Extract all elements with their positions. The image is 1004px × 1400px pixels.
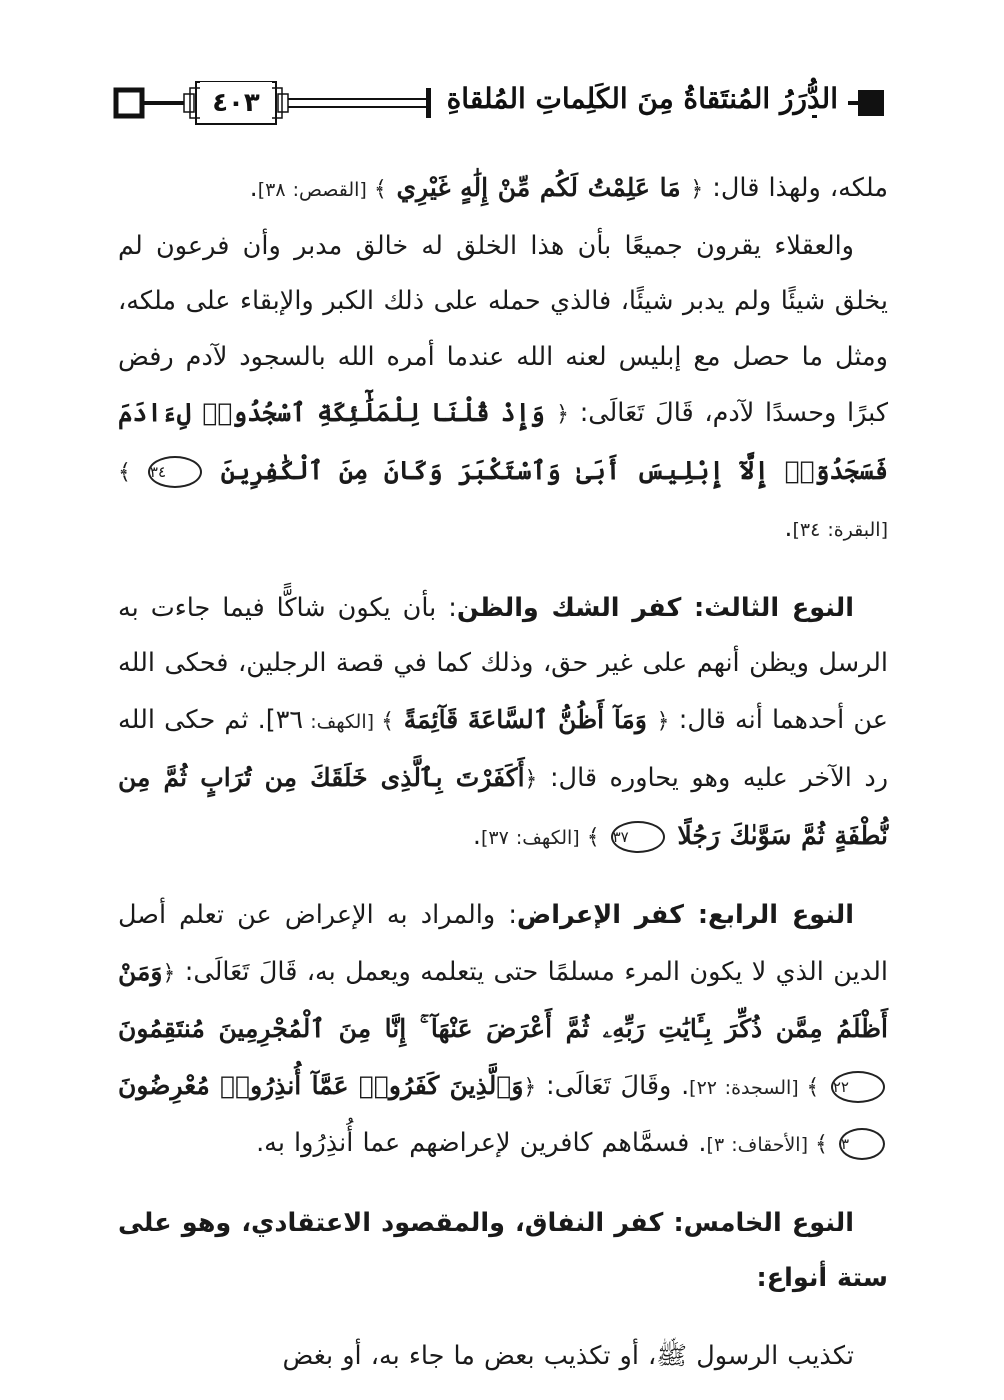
body-text: . وقَالَ تَعَالَى: [536,1070,690,1101]
verse-reference: [الأحقاف: ٣] [706,1134,816,1156]
ornate-bracket-icon: ﴿ [162,960,176,986]
ornate-bracket-icon: ﴿ [524,767,538,792]
paragraph-p6 [118,1329,888,1385]
ornate-bracket-icon: ﴾ [373,177,387,202]
running-title: الدُّرَرُ المُنتَقاةُ مِنَ الكَلِماتِ المُلقاةِ [437,82,848,115]
quran-verse: أَكَفَرْتَ بِٱلَّذِى خَلَقَكَ مِن تُرَابٍ ثُمَّ مِن نُّطْفَةٍ ثُمَّ سَوَّىٰكَ رَجُلًا [118,763,888,850]
quran-verse: وَإِذْ قُلْنَا لِلْمَلَٰٓئِكَةِ ٱسْجُدُوا۟ لِءَادَمَ فَسَجَدُوٓا۟ إِلَّآ إِبْلِيسَ أَبَىٰ وَٱسْتَكْبَرَ وَكَانَ مِنَ ٱلْكَٰفِرِينَ [118,398,888,485]
body-text: ملكه، ولهذا قال: [703,173,888,203]
ornate-bracket-icon: ﴿ [656,708,670,734]
ayah-number-marker: ٢٢ [831,1071,885,1103]
ayah-number-marker: ٣ [839,1128,885,1160]
ornate-bracket-icon: ﴿ [523,1074,537,1100]
ornate-bracket-icon: ﴾ [806,1074,828,1100]
verse-reference: [البقرة: ٣٤] [792,519,888,541]
body-text: والعقلاء يقرون جميعًا بأن هذا الخلق له خالق مدبر وأن فرعون لم يخلق شيئًا ولم يدبر شيئًا، فالذي حمله على ذلك الكبر والإبقاء على ملكه، ومثل ما حصل مع إبليس لعنه الله عندما أمره الله بالسجود لآدم رفض كبرًا وحسدًا لآدم، قَالَ تَعَالَى: [118,230,888,428]
paragraph-p4 [118,888,888,1174]
page-header [112,78,888,134]
paragraph-p1 [118,160,888,219]
body-text: . [249,173,258,203]
verse-reference: [الكهف: ٣٧] [480,826,587,849]
ornate-bracket-icon: ﴿ [556,402,569,427]
paragraph-p5 [118,1196,888,1307]
quran-verse: وَمَآ أَظُنُّ ٱلسَّاعَةَ قَآئِمَةً [394,704,657,734]
ornate-bracket-icon: ﴿ [690,177,704,202]
paragraph-spacer [118,1174,888,1196]
ornate-bracket-icon: ﴾ [815,1132,836,1157]
paragraph-p3 [118,581,888,867]
quran-verse: مَا عَلِمْتُ لَكُم مِّنْ إِلَٰهٍ غَيْرِي [386,173,691,202]
ornate-bracket-icon: ﴾ [586,824,608,850]
body-text: . فسمَّاهم كافرين لإعراضهم عما أُنذِرُوا به. [256,1128,707,1158]
ayah-number-marker: ٣٧ [611,821,665,853]
ayah-number-marker: ٣٤ [148,456,202,488]
body-text: ٣٦]. ثم حكى الله رد الآخر عليه وهو يحاوره قال: [118,704,889,793]
paragraph-spacer [118,1307,888,1329]
verse-reference: [القصص: ٣٨] [257,179,374,201]
ornate-bracket-icon: ﴾ [381,708,394,734]
body-text: . [472,820,481,851]
ornate-bracket-icon: ﴾ [118,459,145,485]
section-heading: النوع الثالث: كفر الشك والظن [456,592,854,623]
section-heading: النوع الخامس: كفر النفاق، والمقصود الاعتقادي، وهو على ستة أنواع: [118,1207,888,1293]
page-body [118,160,888,1384]
paragraph-spacer [118,559,888,581]
body-text: : والمراد به الإعراض عن تعلم أصل الدين الذي لا يكون المرء مسلمًا حتى يتعلمه ويعمل به، قَالَ تَعَالَى: [118,900,888,987]
verse-reference: [الكهف: [303,710,382,733]
body-text: . [784,513,793,543]
page-number: ٤٠٣ [200,82,272,122]
paragraph-p2 [118,219,888,559]
section-heading: النوع الرابع: كفر الإعراض [516,900,854,930]
quran-verse: وَٱلَّذِينَ كَفَرُوا۟ عَمَّآ أُنذِرُوا۟ مُعْرِضُونَ [118,1070,524,1100]
paragraph-spacer [118,866,888,888]
body-text: : بأن يكون شاكًّا فيما جاءت به الرسل ويظن أنهم على غير حق، وذلك كما في قصة الرجلين، فحكى الله عن أحدهما أنه قال: [118,592,888,735]
body-text: تكذيب الرسول ﷺ، أو تكذيب بعض ما جاء به، أو بغض [282,1340,854,1371]
quran-verse: وَمَنْ أَظْلَمُ مِمَّن ذُكِّرَ بِـَٔايَٰتِ رَبِّهِۦ ثُمَّ أَعْرَضَ عَنْهَآ ۚ إِنَّا مِنَ ٱلْمُجْرِمِينَ مُنتَقِمُونَ [118,956,888,1043]
verse-reference: [السجدة: ٢٢] [689,1076,807,1099]
